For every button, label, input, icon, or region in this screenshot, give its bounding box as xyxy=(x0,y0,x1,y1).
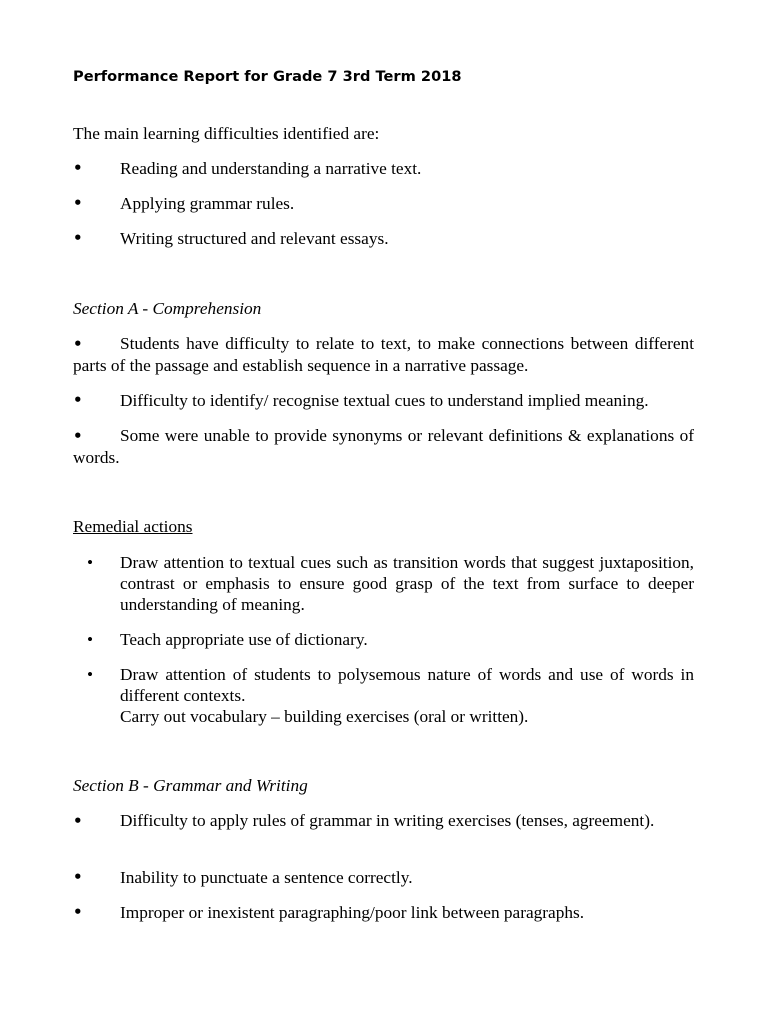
bullet-icon: • xyxy=(73,194,83,212)
difficulty-text: Applying grammar rules. xyxy=(120,194,295,213)
remedial-item xyxy=(73,664,694,727)
difficulty-item xyxy=(73,158,694,179)
section-b-point-text: Improper or inexistent paragraphing/poor link between paragraphs. xyxy=(120,903,585,922)
remedial-item-text: Draw attention of students to polysemous nature of words and use of words in different contexts. Carry out vocabulary – building exercises (oral or written). xyxy=(120,665,694,726)
difficulty-item xyxy=(73,228,694,249)
section-b-heading: Section B - Grammar and Writing xyxy=(73,776,308,795)
bullet-icon: • xyxy=(73,812,83,830)
section-a-heading: Section A - Comprehension xyxy=(73,299,262,318)
section-b-point-text: Difficulty to apply rules of grammar in writing exercises (tenses, agreement). xyxy=(120,811,655,830)
bullet-icon: • xyxy=(87,630,94,649)
intro-text: The main learning difficulties identified are: xyxy=(73,124,380,143)
bullet-icon: • xyxy=(73,903,83,921)
difficulty-text: Writing structured and relevant essays. xyxy=(120,229,389,248)
difficulty-item xyxy=(73,193,694,214)
bullet-icon: • xyxy=(73,335,83,353)
section-a-point-text: Students have difficulty to relate to text, to make connections between different parts of the passage and establish sequence in a narrative passage. xyxy=(73,334,694,375)
section-a-point xyxy=(73,425,694,468)
remedial-item xyxy=(73,552,694,615)
remedial-item-text: Teach appropriate use of dictionary. xyxy=(120,630,368,649)
bullet-icon: • xyxy=(73,159,83,177)
bullet-icon: • xyxy=(87,553,94,572)
section-a-point xyxy=(73,333,694,376)
section-b-point xyxy=(73,902,694,923)
difficulty-text: Reading and understanding a narrative text. xyxy=(120,159,422,178)
remedial-extra-line: Carry out vocabulary – building exercises (oral or written). xyxy=(120,707,529,726)
remedial-heading: Remedial actions xyxy=(73,517,193,536)
bullet-icon: • xyxy=(73,427,83,445)
remedial-item-text: Draw attention to textual cues such as transition words that suggest juxtaposition, contrast or emphasis to ensure good grasp of the text from surface to deeper understanding of meaning. xyxy=(120,553,694,614)
report-title: Performance Report for Grade 7 3rd Term 2018 xyxy=(73,68,462,85)
section-b-point-text: Inability to punctuate a sentence correctly. xyxy=(120,868,413,887)
section-b-point xyxy=(73,867,694,888)
bullet-icon: • xyxy=(87,665,94,684)
remedial-item xyxy=(73,629,694,650)
section-a-point xyxy=(73,390,694,411)
bullet-icon: • xyxy=(73,868,83,886)
section-a-point-text: Difficulty to identify/ recognise textual cues to understand implied meaning. xyxy=(120,391,649,410)
bullet-icon: • xyxy=(73,391,83,409)
bullet-icon: • xyxy=(73,229,83,247)
section-b-point xyxy=(73,810,694,832)
section-a-point-text: Some were unable to provide synonyms or relevant definitions & explanations of words. xyxy=(73,426,694,467)
